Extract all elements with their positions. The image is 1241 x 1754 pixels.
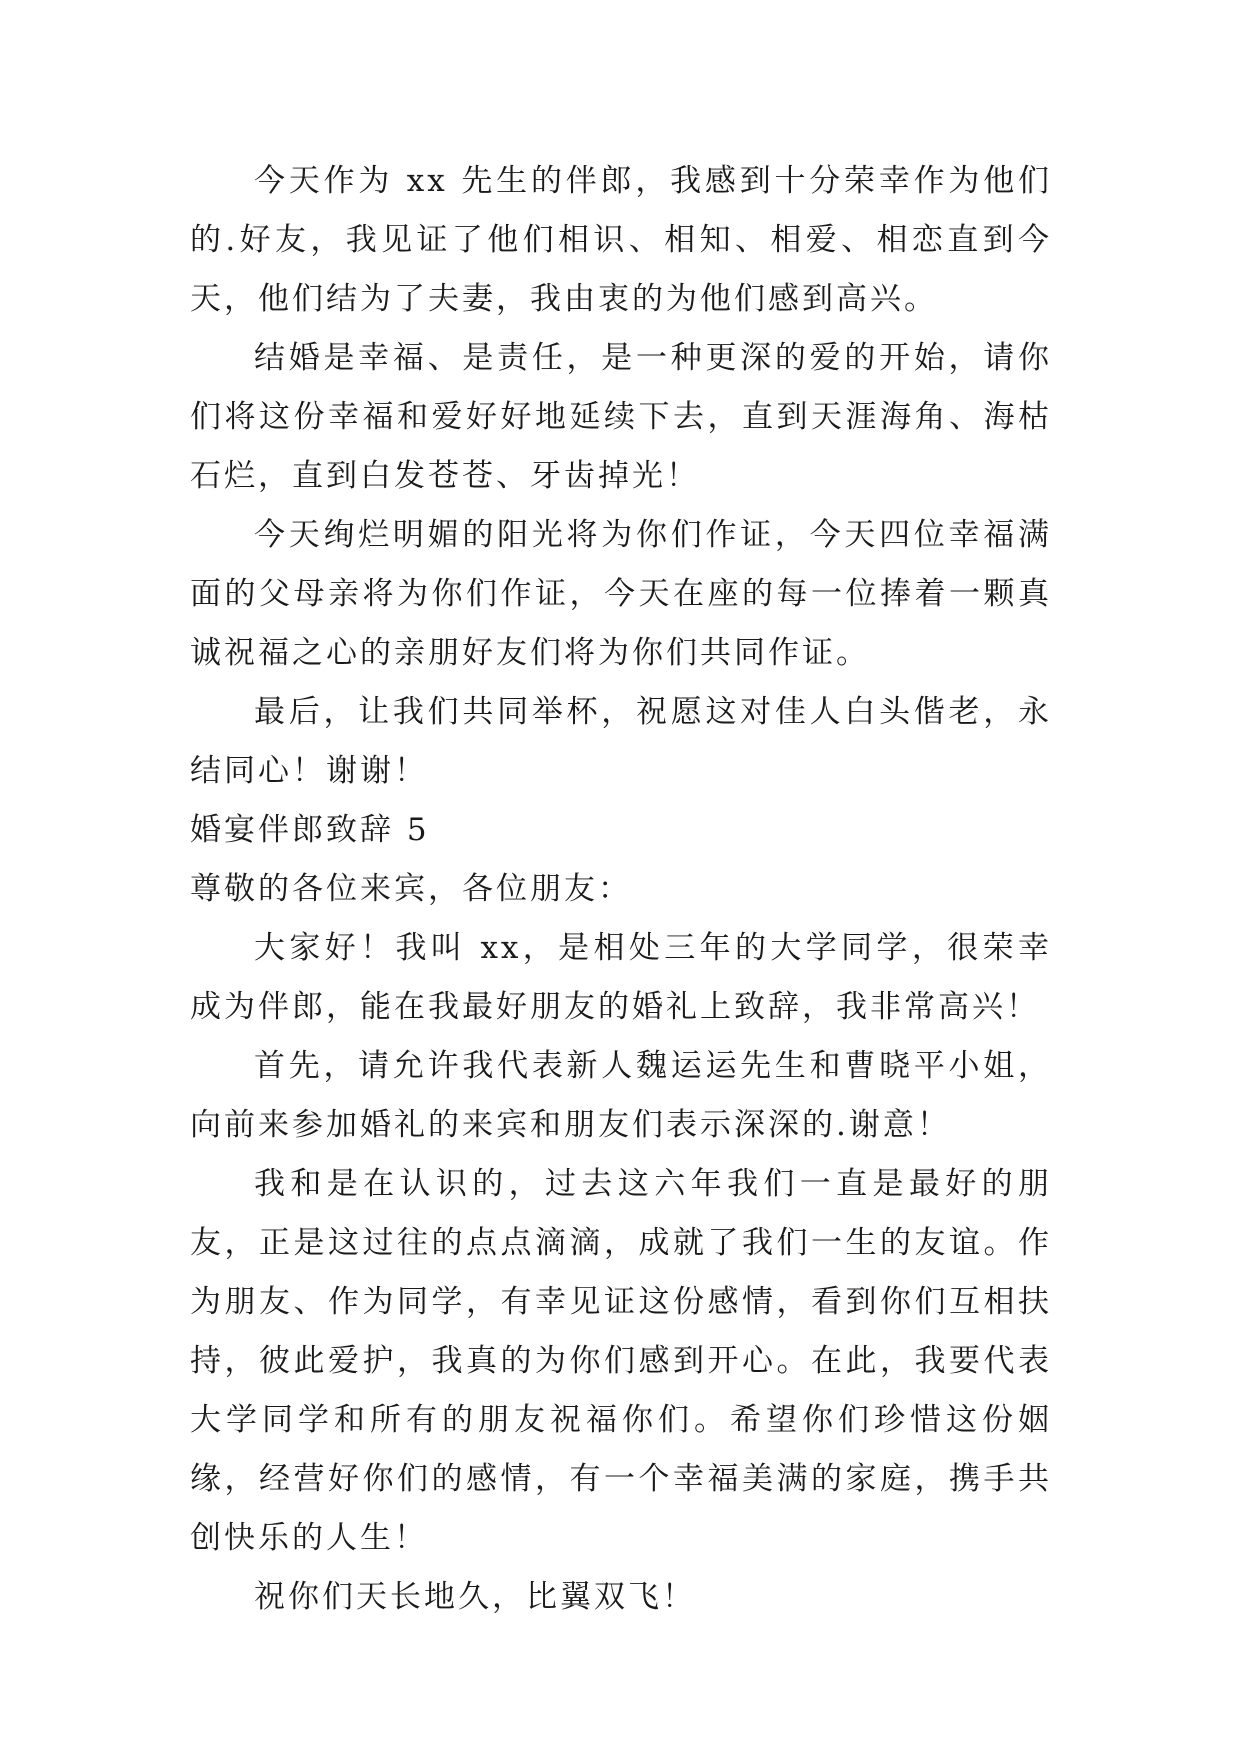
paragraph-friendship: 我和是在认识的，过去这六年我们一直是最好的朋友，正是这过往的点点滴滴，成就了我们一生的友谊。作为朋友、作为同学，有幸见证这份感情，看到你们互相扶持，彼此爱护，我真的为你们感到开心。在此，我要代表大学同学和所有的朋友祝福你们。希望你们珍惜这份姻缘，经营好你们的感情，有一个幸福美满的家庭，携手共创快乐的人生！ [190,1166,1052,1556]
paragraph-witnesses: 今天绚烂明媚的阳光将为你们作证，今天四位幸福满面的父母亲将为你们作证，今天在座的每一位捧着一颗真诚祝福之心的亲朋好友们将为你们共同作证。 [190,517,1052,671]
paragraph-marriage-blessing: 结婚是幸福、是责任，是一种更深的爱的开始，请你们将这份幸福和爱好好地延续下去，直到天涯海角、海枯石烂，直到白发苍苍、牙齿掉光！ [190,340,1052,494]
document-body [190,152,1052,1627]
salutation: 尊敬的各位来宾，各位朋友： [190,871,632,907]
section-heading: 婚宴伴郎致辞 5 [190,812,430,848]
paragraph-greeting: 大家好！我叫 xx，是相处三年的大学同学，很荣幸成为伴郎，能在我最好朋友的婚礼上致辞，我非常高兴！ [190,930,1052,1025]
paragraph-toast: 最后，让我们共同举杯，祝愿这对佳人白头偕老，永结同心！谢谢！ [190,694,1052,789]
paragraph-best-man-intro: 今天作为 xx 先生的伴郎，我感到十分荣幸作为他们的.好友，我见证了他们相识、相知、相爱、相恋直到今天，他们结为了夫妻，我由衷的为他们感到高兴。 [190,163,1052,317]
paragraph-closing-wish: 祝你们天长地久，比翼双飞！ [254,1579,696,1615]
paragraph-thanks: 首先，请允许我代表新人魏运运先生和曹晓平小姐，向前来参加婚礼的来宾和朋友们表示深深的.谢意！ [190,1048,1052,1143]
